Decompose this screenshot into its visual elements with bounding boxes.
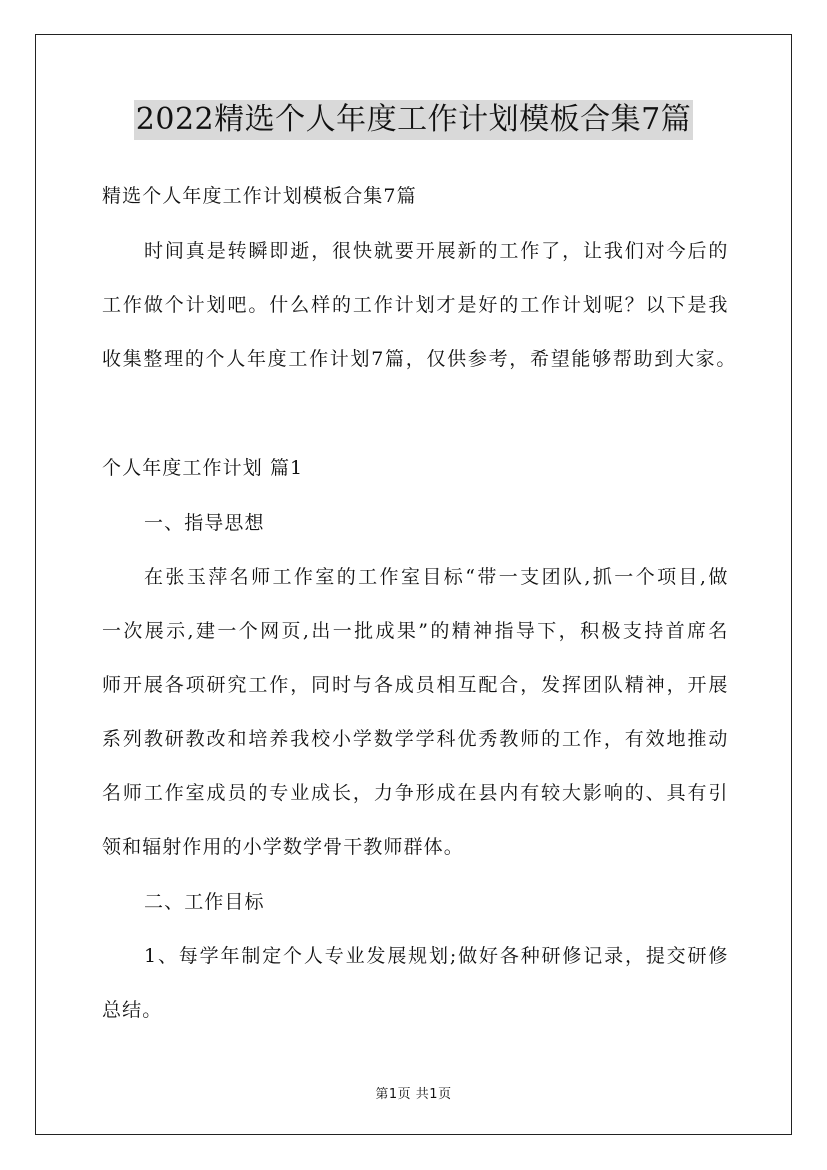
paragraph-line: 师开展各项研究工作，同时与各成员相互配合，发挥团队精神，开展 <box>102 674 728 696</box>
paragraph-line: 总结。 <box>102 999 163 1021</box>
paragraph-line: 名师工作室成员的专业成长，力争形成在县内有较大影响的、具有引 <box>102 782 728 804</box>
document-title: 2022精选个人年度工作计划模板合集7篇 <box>134 100 693 140</box>
intro-line: 时间真是转瞬即逝，很快就要开展新的工作了，让我们对今后的 <box>144 240 728 262</box>
intro-line: 收集整理的个人年度工作计划7篇，仅供参考，希望能够帮助到大家。 <box>102 348 736 370</box>
heading-work-goals: 二、工作目标 <box>144 891 265 913</box>
paragraph-line: 领和辐射作用的小学数学骨干教师群体。 <box>102 836 464 858</box>
paragraph-line: 1、每学年制定个人专业发展规划;做好各种研修记录，提交研修 <box>144 945 728 967</box>
heading-guiding-ideology: 一、指导思想 <box>144 512 265 534</box>
section-heading: 个人年度工作计划 篇1 <box>102 457 304 479</box>
intro-line: 工作做个计划吧。什么样的工作计划才是好的工作计划呢？以下是我 <box>102 294 728 316</box>
document-subtitle: 精选个人年度工作计划模板合集7篇 <box>102 185 417 207</box>
page-footer: 第1页 共1页 <box>375 1087 452 1102</box>
paragraph-line: 在张玉萍名师工作室的工作室目标“带一支团队,抓一个项目,做 <box>144 566 728 588</box>
paragraph-line: 一次展示,建一个网页,出一批成果”的精神指导下，积极支持首席名 <box>102 620 728 642</box>
paragraph-line: 系列教研教改和培养我校小学数学学科优秀教师的工作，有效地推动 <box>102 728 728 750</box>
title-block <box>0 100 827 140</box>
